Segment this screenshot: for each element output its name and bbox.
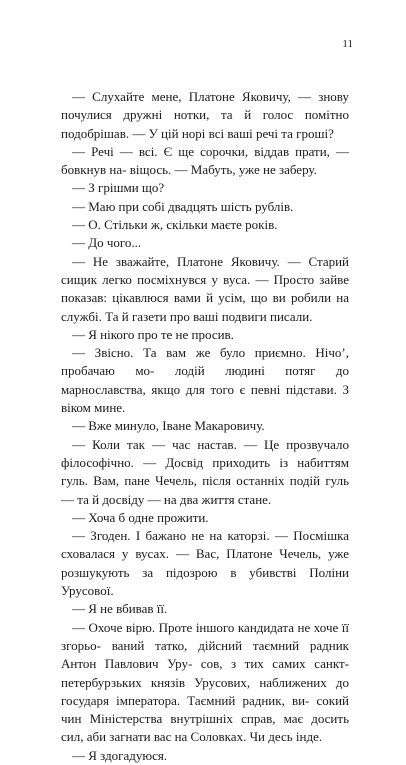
text-line: всі ваші речі та гроші? <box>208 125 334 141</box>
text-line: — Маю при собі двадцять шість рублів. <box>72 198 294 214</box>
text-line: підстави. З віком мине. <box>61 381 350 416</box>
text-line: сокий чин Міністерства внутрішніх справ, має досить сил, <box>61 692 350 745</box>
text-line: у вусах. — Вас, Платоне Чечель, уже розшукують за підозрою <box>61 546 350 580</box>
text-line: дружні нотки, та й голос помітно подобрішав. — У цій норі <box>61 107 350 141</box>
text-line: сов, з тих самих санкт-петербурзьких князів Урусових, <box>61 656 350 690</box>
text-line: віщось. — Мабуть, уже не заберу. <box>129 162 317 178</box>
text-line: посміхнувся у вуса. — Просто зайве показав: цікавлюся <box>61 271 349 306</box>
text-line: — Вже минуло, Іване Макаровичу. <box>72 418 265 434</box>
text-line: в убивстві Поліни Урусової. <box>61 564 350 599</box>
text-line: лодій людині потяг до марнославства, якщо для того є певні <box>61 363 349 397</box>
text-line: — Згоден. І бажано не на каторзі. — Посмішка сховалася <box>61 528 349 562</box>
paragraph <box>61 344 349 417</box>
text-line: — До чого... <box>72 235 142 251</box>
paragraph <box>61 326 349 344</box>
text-line: — Охоче вірю. Проте іншого кандидата не хоче її згорьо- <box>61 619 349 653</box>
paragraph <box>61 179 349 197</box>
text-line: подвиги писали. <box>221 308 313 324</box>
paragraph <box>61 143 349 180</box>
paragraph <box>61 509 349 527</box>
paragraph <box>61 417 349 435</box>
paragraph <box>61 253 349 326</box>
paragraph <box>61 234 349 252</box>
paragraph <box>61 527 349 600</box>
body-text <box>61 88 349 765</box>
text-line: — Я здогадуюся. <box>72 747 168 763</box>
text-line: Досвід приходить із набиттям гуль. Вам, пане Чечель, після <box>61 454 349 489</box>
text-line: — З грішми що? <box>72 180 165 196</box>
page-number: 11 <box>342 38 353 50</box>
paragraph <box>61 600 349 618</box>
text-line: вами й усім, що ви робили на службі. Та й газети про ваші <box>61 290 350 324</box>
text-line: наближених до государя імператора. Таємний радник, ви- <box>61 674 350 708</box>
text-line: — Я не вбивав її. <box>72 601 168 617</box>
text-line: — Хоча б одне прожити. <box>72 509 209 525</box>
text-line: — О. Стільки ж, скільки маєте років. <box>72 217 278 233</box>
text-line: ваний татко, дійсний таємний радник Антон Павлович Уру- <box>61 637 349 672</box>
paragraph <box>61 216 349 234</box>
text-line: — Не зважайте, Платоне Яковичу. — Старий сищик легко <box>61 253 349 287</box>
paragraph <box>61 619 349 747</box>
text-line: — Звісно. Та вам же було приємно. Нічо’, пробачаю мо- <box>61 345 349 379</box>
text-line: — Слухайте мене, Платоне Яковичу, — знову почулися <box>61 89 349 123</box>
text-line: — Речі — всі. Є ще сорочки, віддав прати, — бовкнув на- <box>61 143 349 178</box>
text-line: аби загнати вас на Соловках. Чи десь інде. <box>86 729 323 745</box>
paragraph <box>61 436 349 509</box>
paragraph <box>61 198 349 216</box>
text-line: останніх подій гуль — та й досвіду — на два життя стане. <box>61 473 349 507</box>
text-line: — Коли так — час настав. — Це прозвучало філософічно. — <box>61 436 349 470</box>
paragraph <box>61 747 349 765</box>
text-line: — Я нікого про те не просив. <box>72 326 234 342</box>
paragraph <box>61 88 349 143</box>
